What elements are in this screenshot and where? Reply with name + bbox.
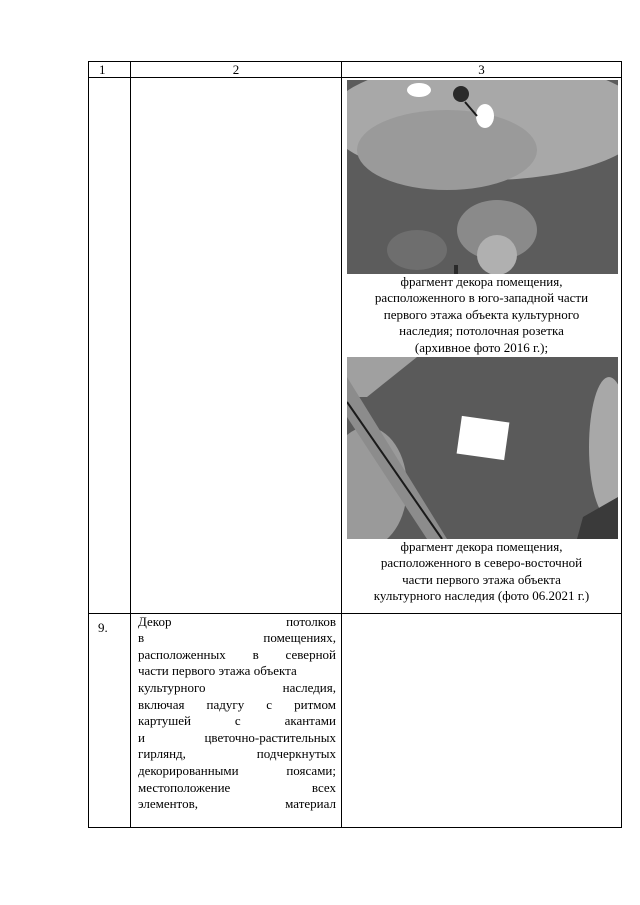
caption-line: культурного наследия (фото 06.2021 г.) (373, 588, 590, 604)
photo-2-caption (342, 539, 621, 613)
row-number-cell (89, 613, 131, 827)
description-word: всех (311, 779, 336, 795)
caption-line: наследия; потолочная розетка (399, 323, 564, 339)
description-word: акантами (284, 713, 336, 729)
description-line (138, 680, 336, 697)
description-word: гирлянд, (138, 746, 186, 762)
photos-cell-empty (342, 613, 622, 827)
description-line (138, 614, 336, 631)
description-word: расположенных (138, 646, 226, 662)
document-table (88, 61, 622, 828)
description-word: Декор (138, 613, 172, 629)
caption-line: фрагмент декора помещения, (400, 274, 563, 289)
description-word: материал (285, 796, 336, 812)
description-line (138, 647, 336, 664)
photo-1-caption (342, 274, 621, 356)
description-word: и (138, 729, 145, 745)
description-word: включая (138, 696, 185, 712)
table-row-continued (89, 78, 622, 614)
description-word: декорированными (138, 763, 239, 778)
description-word: ритмом (294, 696, 336, 712)
description-word: местоположение (138, 779, 231, 795)
description-word: культурного (138, 680, 206, 696)
description-word: элементов, (138, 796, 198, 812)
description-word: помещениях, (263, 630, 336, 646)
description-word: с (266, 696, 273, 712)
caption-line: (архивное фото 2016 г.); (414, 339, 549, 355)
description-word: потолков (286, 613, 336, 629)
table-header-row (89, 62, 622, 78)
header-col-3: 3 (342, 62, 622, 78)
description-line (138, 663, 336, 680)
description-word: с (234, 713, 241, 729)
description-line (138, 630, 336, 647)
table-row-9 (89, 613, 622, 827)
row-number-cell-empty (89, 78, 131, 614)
row-number: 9. (98, 619, 108, 635)
caption-line: расположенного в северо-восточной (380, 555, 583, 571)
description-cell (131, 613, 342, 827)
header-col-1: 1 (89, 62, 131, 78)
photos-cell (342, 78, 622, 614)
caption-line: первого этажа объекта культурного (383, 306, 580, 322)
caption-line: части первого этажа объекта (402, 571, 561, 587)
row-9-description (131, 614, 341, 813)
description-line (138, 746, 336, 763)
ceiling-rosette-photo (347, 80, 618, 274)
ceiling-lamp-photo (347, 357, 618, 539)
description-word: северной (285, 646, 336, 662)
description-line (138, 697, 336, 714)
description-word: цветочно-растительных (204, 729, 336, 745)
description-word: в (252, 646, 259, 662)
description-cell-empty (131, 78, 342, 614)
description-line (138, 780, 336, 797)
description-word: падугу (206, 696, 245, 712)
description-line (138, 713, 336, 730)
description-line (138, 763, 336, 780)
description-word: части первого этажа объекта (138, 663, 297, 679)
description-word: поясами; (286, 763, 336, 778)
description-word: подчеркнутых (256, 746, 336, 762)
header-col-2: 2 (131, 62, 342, 78)
description-word: наследия, (282, 680, 336, 696)
description-line (138, 730, 336, 747)
caption-line: фрагмент декора помещения, (400, 539, 563, 555)
description-word: в (138, 630, 145, 646)
description-line (138, 796, 336, 813)
caption-line: расположенного в юго-западной части (374, 290, 589, 306)
description-word: картушей (138, 713, 191, 729)
